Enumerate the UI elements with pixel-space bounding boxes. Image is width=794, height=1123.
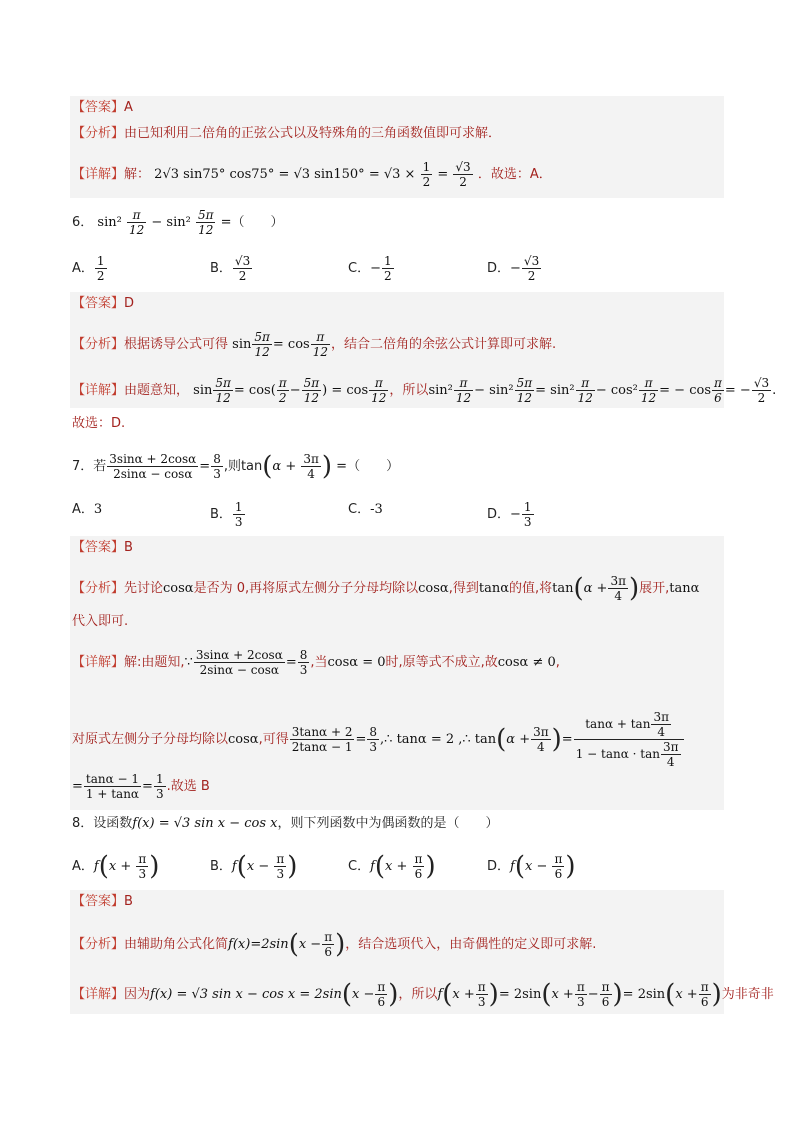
q8-option-c: C．f(x + $\frac{\pi}{6}$ ) [348,851,436,882]
q7-option-b: B． $\frac{1}{3}$ [210,500,243,529]
q6-detail-line: 【详解】由题意知， sin $\frac{5\pi}{12}$ = cos( $\frac{\pi}{2}$ − $\frac{5\pi}{12}$ ) = cos $\frac{\pi}{12}$ ，所以sin² $\frac{\pi}{12}$ − sin² $\frac{5\pi}{12}$ = sin² $\frac{\pi}{12}$ − cos² $\frac{\pi}{12}$ = − cos $\frac{\pi}{6}$ = − $\frac{√3}{2}$ . [72,376,777,405]
q5-half-fraction: $\frac{1}{2}$ [422,160,431,189]
q8-answer: B [124,894,133,909]
detail-tag: 【详解】 [72,167,125,182]
q5-analysis-line [72,124,501,144]
q7-analysis-line-2: 代入即可. [72,614,129,629]
q6-option-b: B． $\frac{√3}{2}$ [210,254,251,283]
q8-answer-line: 【答案】B [72,894,133,909]
q7-option-a: A．3 [72,502,103,517]
q6-answer: D [124,296,135,311]
q8-detail-line: 【详解】因为f(x) = √3 sin x − cos x = 2sin(x − $\frac{\pi}{6}$ )，所以f(x + $\frac{\pi}{3}$ )= 2sin(x + $\frac{\pi}{3}$ − $\frac{\pi}{6}$ )= 2sin(x + $\frac{\pi}{6}$ )为非奇非 [72,979,774,1010]
q8-stem: 8．设函数f(x) = √3 sin x − cos x，则下列函数中为偶函数的是（ ） [72,816,499,831]
q6-detail-end: 故选：D. [72,416,126,431]
q5-detail-math: 2√3 sin75° cos75° = √3 sin150° = √3 × [154,167,416,182]
q5-answer: A [124,100,133,115]
q7-answer-line: 【答案】B [72,540,133,555]
q6-option-a: A． $\frac{1}{2}$ [72,254,105,283]
q7-option-c: C．-3 [348,502,383,517]
q6-analysis-line: 【分析】根据诱导公式可得 sin $\frac{5\pi}{12}$ = cos $\frac{\pi}{12}$ ，结合二倍角的余弦公式计算即可求解. [72,330,557,359]
q7-detail-line-3: = $\frac{\tan\alpha - 1}{1 + \tan\alpha}$ = $\frac{1}{3}$ .故选 B [72,772,210,801]
q7-stem: 7．若 $\frac{3\sin\alpha + 2\cos\alpha}{2\sin\alpha - \cos\alpha}$ = $\frac{8}{3}$ ,则tan(α + $\frac{3\pi}{4}$ ) =（ ） [72,451,400,482]
q8-option-a: A．f(x + $\frac{\pi}{3}$ ) [72,851,160,882]
q7-option-d: D．− $\frac{1}{3}$ [487,500,532,529]
q7-answer: B [124,540,133,555]
q6-stem: 6． sin² $\frac{\pi}{12}$ − sin² $\frac{5\pi}{12}$ =（ ） [72,208,284,237]
answer-tag: 【答案】 [72,100,125,115]
q5-answer-line [72,98,133,118]
q5-analysis: 由已知利用二倍角的正弦公式以及特殊角的三角函数值即可求解． [124,126,502,141]
q5-detail-line: 【详解】解： 2√3 sin75° cos75° = √3 sin150° = √3 × $\frac{1}{2}$ = $\frac{√3}{2}$ ．故选：A． [72,160,552,189]
q8-option-b: B．f(x − $\frac{\pi}{3}$ ) [210,851,298,882]
q5-detail-prefix: 解： [124,167,151,182]
q6-option-d: D．− $\frac{√3}{2}$ [487,254,540,283]
q6-answer-line: 【答案】D [72,296,135,311]
q5-result-fraction: $\frac{√3}{2}$ [455,160,471,189]
q5-detail-suffix: ．故选：A． [477,167,552,182]
q7-analysis-line: 【分析】先讨论cosα是否为 0,再将原式左侧分子分母均除以cosα,得到tanα的值,将tan(α + $\frac{3\pi}{4}$ )展开,tanα [72,573,700,604]
q8-analysis-line: 【分析】由辅助角公式化简f(x)=2sin(x − $\frac{\pi}{6}$ )，结合选项代入，由奇偶性的定义即可求解. [72,929,597,960]
analysis-tag: 【分析】 [72,126,125,141]
q6-option-c: C．− $\frac{1}{2}$ [348,254,392,283]
q8-option-d: D．f(x − $\frac{\pi}{6}$ ) [487,851,576,882]
q7-detail-line: 【详解】解:由题知,∵ $\frac{3\sin\alpha + 2\cos\alpha}{2\sin\alpha - \cos\alpha}$ = $\frac{8}{3}$ ,当cosα = 0时,原等式不成立,故cosα ≠ 0, [72,648,560,677]
q7-detail-line-2: 对原式左侧分子分母均除以cosα,可得 $\frac{3\tan\alpha + 2}{2\tan\alpha - 1}$ = $\frac{8}{3}$ ,∴ tanα = 2 ,∴ tan(α + $\frac{3\pi}{4}$ )= tanα + tan $\frac{3\pi}{4}$ 1 − tanα · tan $\frac{3\pi}{4}$ [72,710,685,769]
